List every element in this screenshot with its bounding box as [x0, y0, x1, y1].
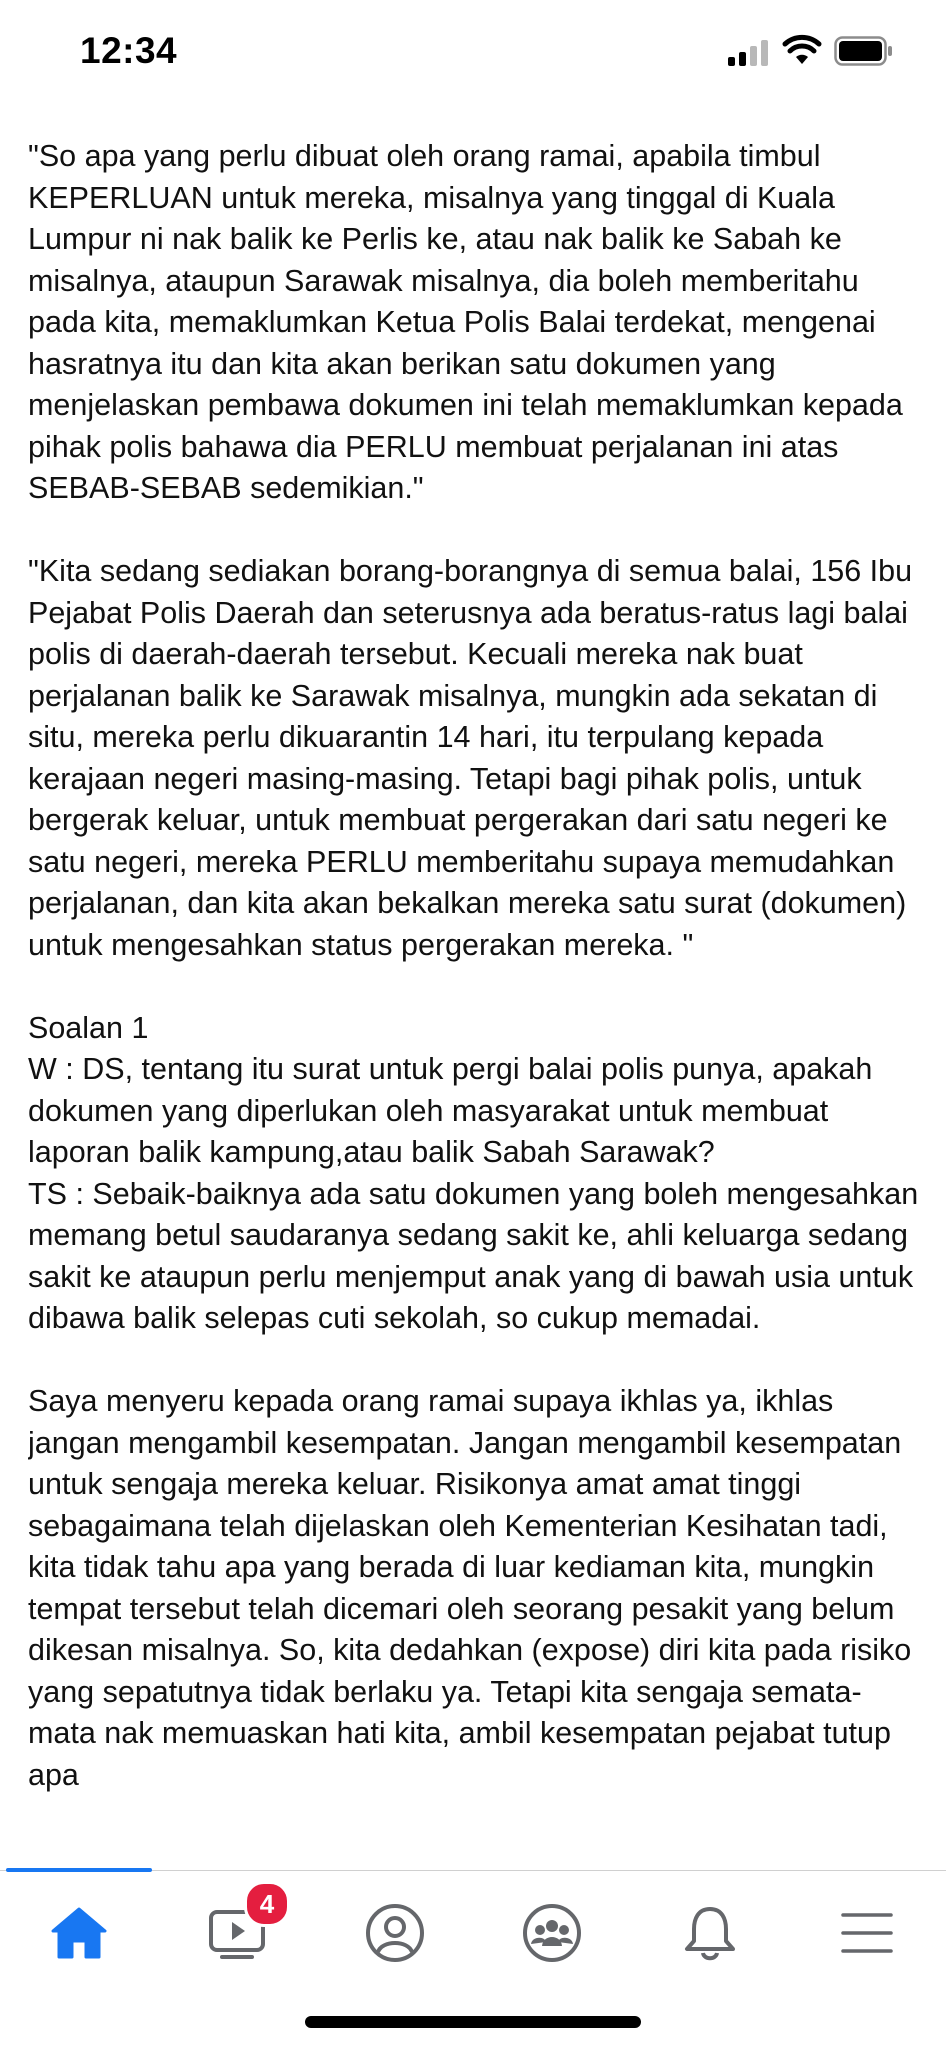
post-paragraph: TS : Sebaik-baiknya ada satu dokumen yang boleh mengesahkan memang betul saudaranya sedang sakit ke, ahli keluarga sedang sakit ke ataupun perlu menjemput anak yang di bawah usia untuk dibawa balik selepas cuti sekolah, so cukup memadai. — [28, 1176, 919, 1335]
tab-menu[interactable] — [822, 1893, 912, 1973]
post-paragraph: "So apa yang perlu dibuat oleh orang ramai, apabila timbul KEPERLUAN untuk mereka, misalnya yang tinggal di Kuala Lumpur ni nak balik ke Perlis ke, atau nak balik ke Sabah ke misalnya, ataupun Sarawak misalnya, dia boleh memberitahu pada kita, memaklumkan Ketua Polis Balai terdekat, mengenai hasratnya itu dan kita akan berikan satu dokumen yang menjelaskan pembawa dokumen ini telah memaklumkan kepada pihak polis bahawa dia PERLU membuat perjalanan ini atas SEBAB-SEBAB sedemikian." — [28, 139, 903, 505]
home-icon — [49, 1905, 109, 1961]
tab-home[interactable] — [34, 1893, 124, 1973]
wifi-icon — [782, 34, 822, 66]
tab-groups[interactable] — [507, 1893, 597, 1973]
post-content — [28, 136, 928, 1862]
post-paragraph: W : DS, tentang itu surat untuk pergi balai polis punya, apakah dokumen yang diperlukan oleh masyarakat untuk membuat laporan balik kampung,atau balik Sabah Sarawak? — [28, 1052, 873, 1169]
tab-profile[interactable] — [350, 1893, 440, 1973]
home-indicator[interactable] — [305, 2016, 641, 2028]
post-paragraph: Soalan 1 — [28, 1010, 149, 1045]
menu-icon — [840, 1910, 894, 1956]
cellular-signal-icon — [728, 38, 770, 66]
notification-badge: 4 — [244, 1881, 290, 1927]
active-tab-indicator — [6, 1868, 152, 1872]
profile-icon — [364, 1902, 426, 1964]
status-bar — [0, 0, 946, 110]
battery-icon — [834, 36, 894, 66]
post-paragraph: "Kita sedang sediakan borang-borangnya di semua balai, 156 Ibu Pejabat Polis Daerah dan seterusnya ada beratus-ratus lagi balai polis di daerah-daerah tersebut. Kecuali mereka nak buat perjalanan balik ke Sarawak misalnya, mungkin ada sekatan di situ, mereka perlu dikuarantin 14 hari, itu terpulang kepada kerajaan negeri masing-masing. Tetapi bagi pihak polis, untuk bergerak keluar, untuk membuat pergerakan dari satu negeri ke satu negeri, mereka PERLU memberitahu supaya memudahkan perjalanan, dan kita akan bekalkan mereka satu surat (dokumen) untuk mengesahkan status pergerakan mereka. " — [28, 554, 913, 962]
post-paragraph: Saya menyeru kepada orang ramai supaya ikhlas ya, ikhlas jangan mengambil kesempatan. Jangan mengambil kesempatan untuk sengaja mereka keluar. Risikonya amat amat tinggi sebagaimana telah dijelaskan oleh Kementerian Kesihatan tadi, kita tidak tahu apa yang berada di luar kediaman kita, mungkin tempat tersebut telah dicemari oleh seorang pesakit yang belum dikesan misalnya. So, kita dedahkan (expose) diri kita pada risiko yang sepatutnya tidak berlaku ya. Tetapi kita sengaja semata-mata nak memuaskan hati kita, ambil kesempatan pejabat tutup apa — [28, 1384, 912, 1792]
notifications-bell-icon — [682, 1903, 738, 1963]
groups-icon — [521, 1902, 583, 1964]
status-time: 12:34 — [80, 30, 178, 71]
tab-notifications[interactable] — [665, 1893, 755, 1973]
